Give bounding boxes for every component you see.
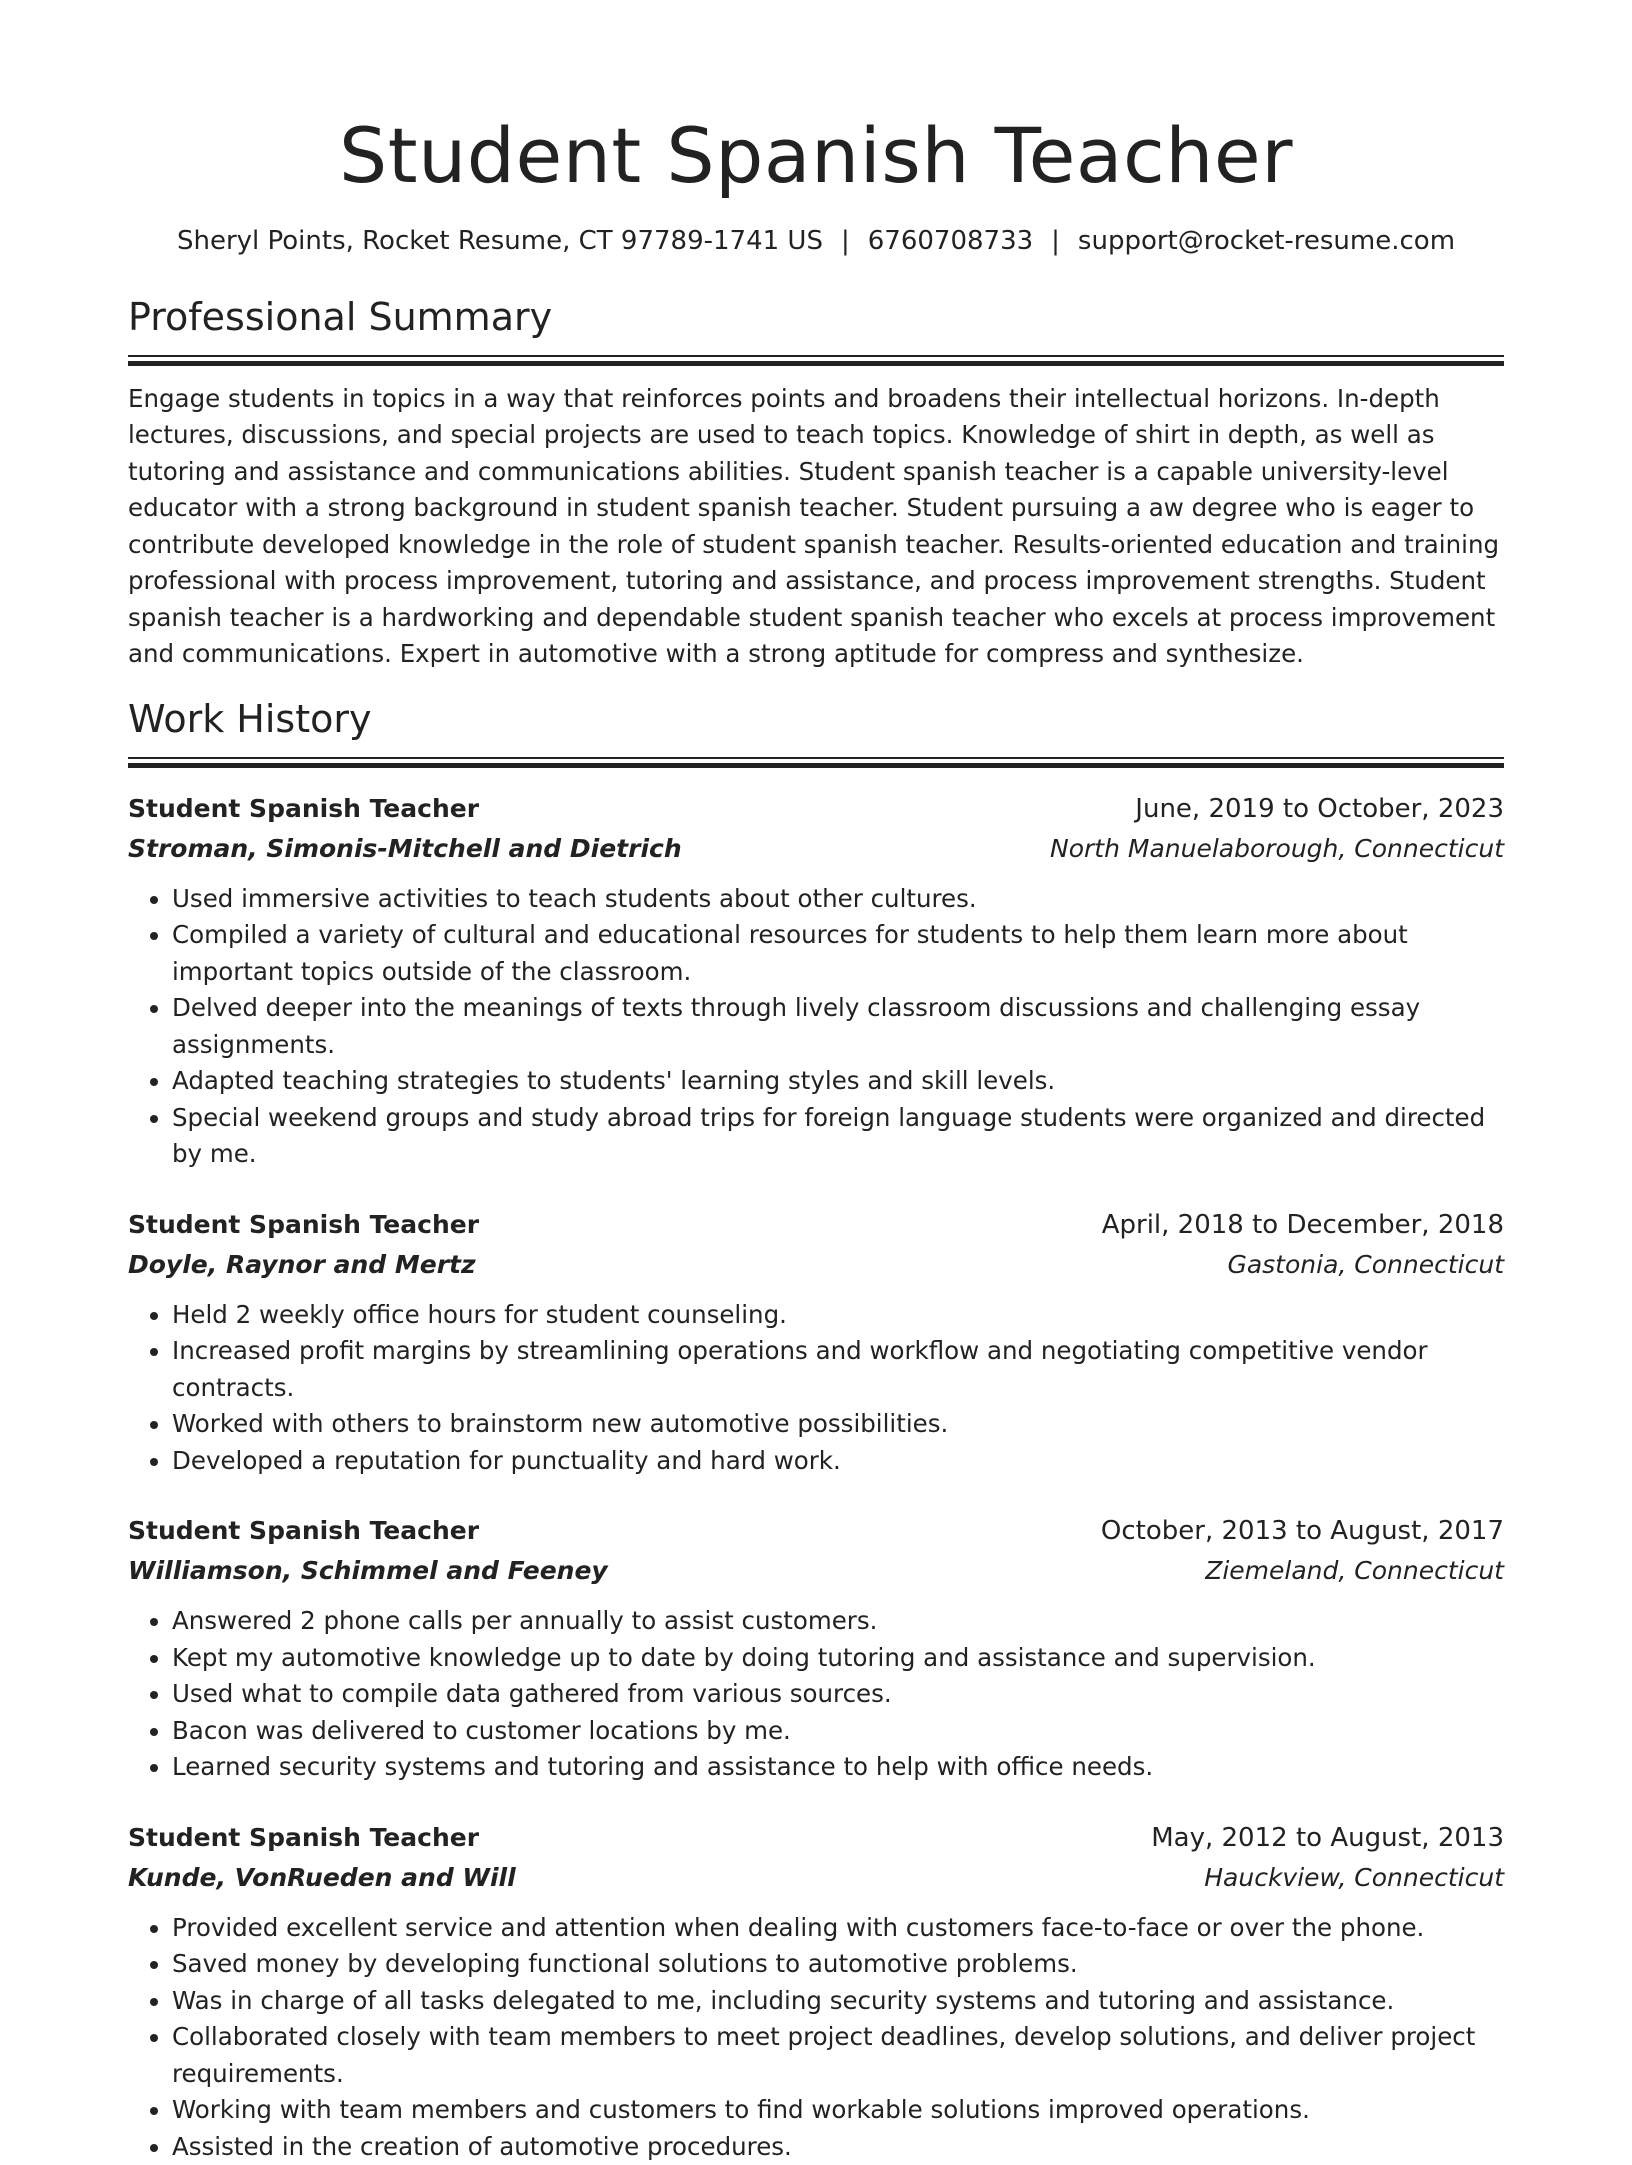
work-history-section <box>128 697 1504 2165</box>
contact-email: support@rocket-resume.com <box>1077 226 1456 257</box>
job-location: North Manuelaborough, Connecticut <box>1050 833 1504 863</box>
list-item: • Saved money by developing functional solutions to automotive problems. <box>172 1946 1504 1983</box>
job-title: Student Spanish Teacher <box>128 1516 480 1546</box>
list-item: • Developed a reputation for punctuality and hard work. <box>172 1443 1504 1480</box>
job-subheader <box>128 1245 1504 1285</box>
job-entry <box>128 789 1504 1173</box>
list-item: • Adapted teaching strategies to students' learning styles and skill levels. <box>172 1063 1504 1100</box>
job-dates: April, 2018 to December, 2018 <box>1101 1209 1504 1240</box>
list-item: • Working with team members and customers to find workable solutions improved operations. <box>172 2092 1504 2129</box>
job-subheader <box>128 829 1504 869</box>
job-title: Student Spanish Teacher <box>128 1209 480 1239</box>
job-title: Student Spanish Teacher <box>128 1822 480 1852</box>
list-item: • Delved deeper into the meanings of texts through lively classroom discussions and challenging essay assignments. <box>172 990 1504 1063</box>
list-item: • Bacon was delivered to customer locations by me. <box>172 1713 1504 1750</box>
job-title: Student Spanish Teacher <box>128 793 480 823</box>
list-item: • Provided excellent service and attention when dealing with customers face-to-face or over the phone. <box>172 1910 1504 1947</box>
job-company: Williamson, Schimmel and Feeney <box>128 1556 608 1586</box>
job-location: Ziemeland, Connecticut <box>1205 1556 1504 1586</box>
resume-page <box>128 110 1504 2165</box>
job-dates: October, 2013 to August, 2017 <box>1100 1516 1504 1547</box>
job-subheader <box>128 1551 1504 1591</box>
job-header <box>128 1818 1504 1858</box>
list-item: • Special weekend groups and study abroad trips for foreign language students were organized and directed by me. <box>172 1100 1504 1173</box>
list-item: • Increased profit margins by streamlining operations and workflow and negotiating competitive vendor contracts. <box>172 1333 1504 1406</box>
summary-section <box>128 295 1504 673</box>
work-history-heading: Work History <box>128 697 372 742</box>
list-item: • Held 2 weekly office hours for student counseling. <box>172 1297 1504 1334</box>
job-duties <box>128 1297 1504 1480</box>
list-item: • Answered 2 phone calls per annually to assist customers. <box>172 1603 1504 1640</box>
contact-separator: | <box>1051 226 1060 257</box>
contact-address: Sheryl Points, Rocket Resume, CT 97789-1741 US <box>176 226 823 257</box>
contact-line <box>128 225 1504 259</box>
summary-text: Engage students in topics in a way that reinforces points and broadens their intellectual horizons. In-depth lectures, discussions, and special projects are used to teach topics. Knowledge of shirt in depth, as well as tutoring and assistance and communications abilities. Student spanish teacher is a capable university-level educator with a strong background in student spanish teacher. Student pursuing a aw degree who is eager to contribute developed knowledge in the role of student spanish teacher. Results-oriented education and training professional with process improvement, tutoring and assistance, and process improvement strengths. Student spanish teacher is a hardworking and dependable student spanish teacher who excels at process improvement and communications. Expert in automotive with a strong aptitude for compress and synthesize. <box>128 383 1500 669</box>
job-location: Hauckview, Connecticut <box>1204 1862 1504 1892</box>
job-location: Gastonia, Connecticut <box>1227 1249 1504 1279</box>
job-header <box>128 789 1504 829</box>
job-duties <box>128 1603 1504 1786</box>
list-item: • Worked with others to brainstorm new automotive possibilities. <box>172 1406 1504 1443</box>
list-item: • Learned security systems and tutoring and assistance to help with office needs. <box>172 1749 1504 1786</box>
section-divider <box>128 757 1504 769</box>
job-company: Doyle, Raynor and Mertz <box>128 1249 476 1279</box>
job-dates: May, 2012 to August, 2013 <box>1151 1822 1504 1853</box>
job-company: Stroman, Simonis-Mitchell and Dietrich <box>128 833 682 863</box>
job-duties <box>128 1910 1504 2165</box>
list-item: • Was in charge of all tasks delegated to me, including security systems and tutoring and assistance. <box>172 1983 1504 2020</box>
job-subheader <box>128 1858 1504 1898</box>
contact-phone: 6760708733 <box>867 226 1034 257</box>
list-item: • Used what to compile data gathered from various sources. <box>172 1676 1504 1713</box>
section-divider <box>128 355 1504 367</box>
resume-title: Student Spanish Teacher <box>339 111 1293 200</box>
job-entry <box>128 1818 1504 2165</box>
job-entry <box>128 1511 1504 1786</box>
list-item: • Used immersive activities to teach students about other cultures. <box>172 881 1504 918</box>
job-duties <box>128 881 1504 1173</box>
job-header <box>128 1205 1504 1245</box>
list-item: • Collaborated closely with team members to meet project deadlines, develop solutions, and deliver project requirements. <box>172 2019 1504 2092</box>
list-item: • Assisted in the creation of automotive procedures. <box>172 2129 1504 2165</box>
job-entry <box>128 1205 1504 1480</box>
job-company: Kunde, VonRueden and Will <box>128 1862 516 1892</box>
contact-separator: | <box>840 226 850 257</box>
job-header <box>128 1511 1504 1551</box>
list-item: • Compiled a variety of cultural and educational resources for students to help them learn more about important topics outside of the classroom. <box>172 917 1504 990</box>
summary-heading: Professional Summary <box>128 294 553 339</box>
list-item: • Kept my automotive knowledge up to date by doing tutoring and assistance and supervision. <box>172 1640 1504 1677</box>
job-dates: June, 2019 to October, 2023 <box>1135 793 1504 824</box>
